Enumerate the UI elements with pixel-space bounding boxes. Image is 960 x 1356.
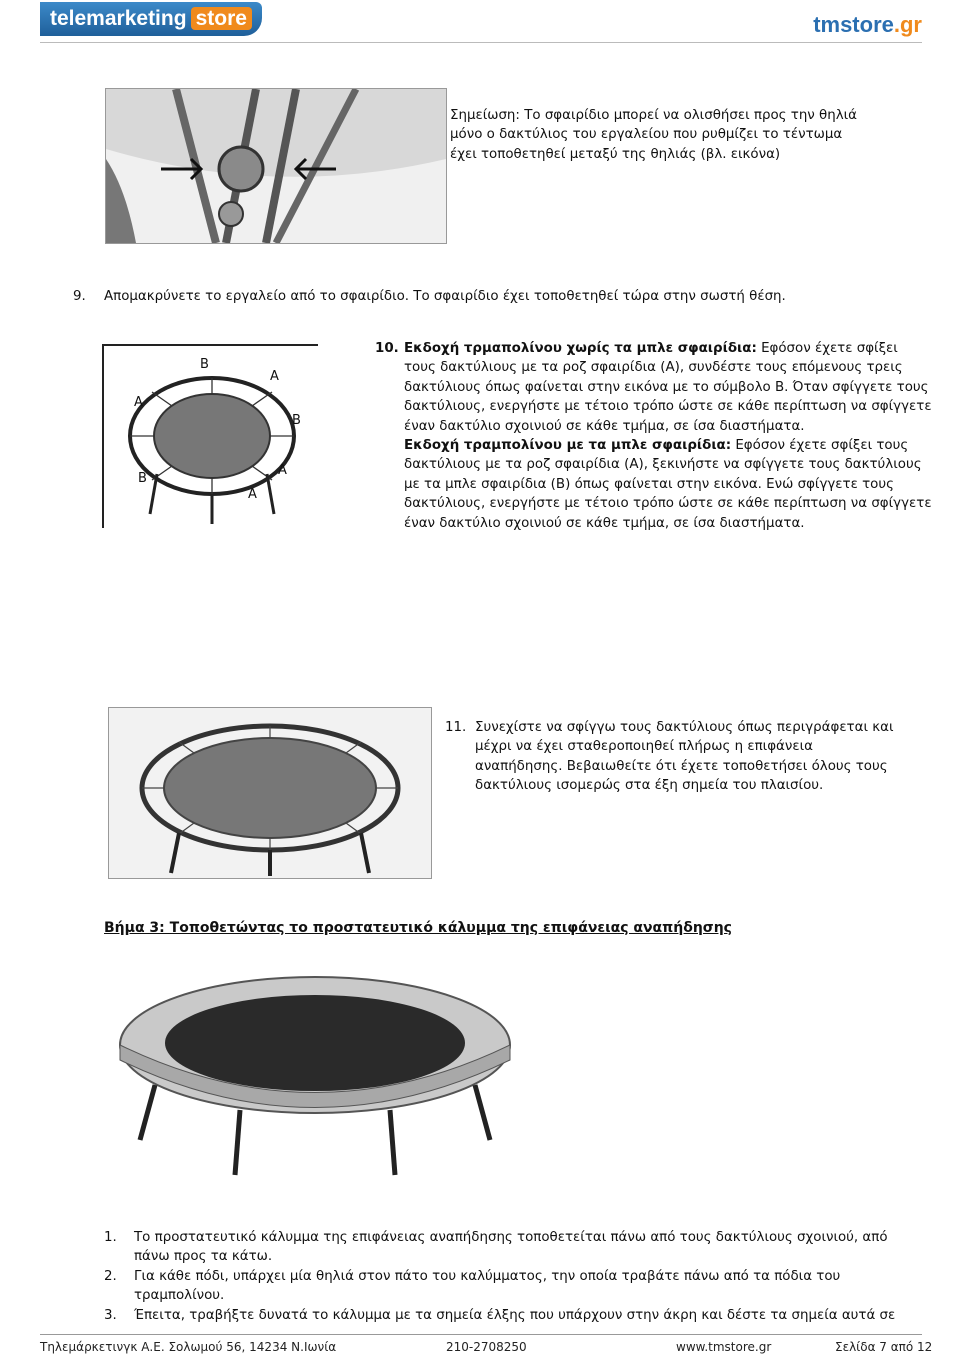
step-11-line: Συνεχίστε να σφίγγω τους δακτύλιους όπως περιγράφεται και	[475, 720, 894, 735]
list-number: 2.	[104, 1268, 117, 1284]
step-10-line: έναν δακτύλιο σχοινιού σε κάθε τμήμα, σε ίσα διαστήματα.	[404, 515, 805, 531]
list-line: Το προστατευτικό κάλυμμα της επιφάνειας αναπήδησης τοποθετείται πάνω από τους δακτύλιους σχοινιού, από	[134, 1230, 888, 1245]
label-a: A	[248, 487, 257, 502]
list-item	[104, 1306, 924, 1325]
logo-right-main: tmstore	[813, 12, 894, 37]
step-10-line: Εφόσον έχετε σφίξει	[756, 341, 898, 356]
step-10-line: δακτύλιους, ενεργήστε με τέτοιο τρόπο ώστε σε κάθε περίπτωση να σφίγγετε	[404, 399, 932, 415]
footer-phone: 210-2708250	[446, 1340, 527, 1354]
list-line: Για κάθε πόδι, υπάρχει μία θηλιά στον πάτο του καλύμματος, την οποία τραβάτε πάνω από τα πόδια του	[134, 1268, 841, 1284]
list-line: πάνω προς τα κάτω.	[134, 1249, 273, 1265]
logo-store-badge: store	[191, 7, 252, 30]
list-number: 3.	[104, 1307, 117, 1323]
trampoline-assembled-photo	[108, 707, 432, 879]
label-b: B	[138, 471, 147, 486]
label-a: A	[134, 395, 143, 410]
step-3-heading: Βήμα 3: Τοποθετώντας το προστατευτικό κάλυμμα της επιφάνειας αναπήδησης	[104, 920, 732, 936]
note-line: μόνο ο δακτύλιος του εργαλείου που ρυθμίζει το τέντωμα	[450, 127, 843, 143]
note-paragraph	[450, 106, 857, 164]
step-11-line: μέχρι να έχει σταθεροποιηθεί πλήρως η επιφάνεια	[475, 739, 813, 755]
label-b: B	[200, 357, 209, 372]
header-divider	[40, 42, 922, 43]
step-10-line: δακτύλιους με τα ροζ σφαιρίδια (A), ξεκινήστε να σφίγγετε τους δακτύλιους	[404, 457, 922, 473]
step-11-text	[475, 718, 893, 796]
step-10-line: με τα μπλε σφαιρίδια (B) όπως φαίνεται στην εικόνα. Ενώ σφίγγετε τους	[404, 476, 894, 492]
cover-instructions-list	[104, 1228, 924, 1325]
label-a: A	[278, 463, 287, 478]
label-b: B	[292, 413, 301, 428]
step-11-line: δακτύλιους ισομερώς στα έξη σημεία του πλαισίου.	[475, 778, 824, 794]
variant-without-blue-title: Εκδοχή τρμαπολίνου χωρίς τα μπλε σφαιρίδια:	[404, 341, 757, 356]
note-line: έχει τοποθετηθεί μεταξύ της θηλιάς (βλ. εικόνα)	[450, 146, 781, 162]
step-11-number: 11.	[445, 720, 467, 735]
note-line: Σημείωση: Το σφαιρίδιο μπορεί να ολισθήσει προς την θηλιά	[450, 108, 858, 123]
list-line: τραμπολίνου.	[134, 1288, 225, 1304]
logo-right-suffix: .gr	[893, 12, 922, 37]
footer-website: www.tmstore.gr	[676, 1340, 772, 1354]
variant-with-blue-title: Εκδοχή τραμπολίνου με τα μπλε σφαιρίδια:	[404, 438, 732, 454]
step-10-number: 10.	[375, 341, 399, 356]
list-item	[104, 1228, 924, 1267]
telemarketing-store-logo	[40, 2, 262, 36]
tmstore-logo	[813, 12, 922, 38]
step-9-number: 9.	[73, 289, 86, 304]
list-line: Έπειτα, τραβήξτε δυνατά το κάλυμμα με τα σημεία έλξης που υπάρχουν στην άκρη και δέστε τα σημεία αυτά σε	[134, 1307, 896, 1323]
logo-text: telemarketing	[50, 7, 187, 30]
trampoline-ring-diagram	[102, 344, 318, 528]
step-10-line: Εφόσον έχετε σφίξει τους	[731, 438, 909, 454]
step-10-line: δακτύλιους όπως φαίνεται στην εικόνα με το σύμβολο B. Όταν σφίγγετε τους	[404, 379, 929, 395]
step-9-text: Απομακρύνετε το εργαλείο από το σφαιρίδιο. Το σφαιρίδιο έχει τοποθετηθεί τώρα στην σωστή θέση.	[104, 289, 786, 304]
footer-divider	[40, 1334, 922, 1335]
step-10-line: έναν δακτύλιο σχοινιού σε κάθε τμήμα, σε ίσα διαστήματα.	[404, 418, 805, 434]
list-number: 1.	[104, 1230, 117, 1245]
list-item	[104, 1267, 924, 1306]
trampoline-with-cover-photo	[100, 965, 520, 1185]
step-10-line: δακτύλιους, ενεργήστε με τέτοιο τρόπο ώστε σε κάθε περίπτωση να σφίγγετε	[404, 496, 932, 512]
step-10-text	[404, 339, 934, 533]
footer-company: Τηλεμάρκετινγκ Α.Ε. Σολωμού 56, 14234 Ν.Ιωνία	[40, 1340, 337, 1354]
footer-page-number: Σελίδα 7 από 12	[835, 1340, 933, 1354]
step-11-line: αναπήδησης. Βεβαιωθείτε ότι έχετε τοποθετήσει όλους τους	[475, 758, 888, 774]
label-a: A	[270, 369, 279, 384]
tool-closeup-photo	[105, 88, 447, 244]
step-10-line: τους δακτύλιους με τα ροζ σφαιρίδια (A), συνδέστε τους επόμενους τρεις	[404, 360, 903, 376]
